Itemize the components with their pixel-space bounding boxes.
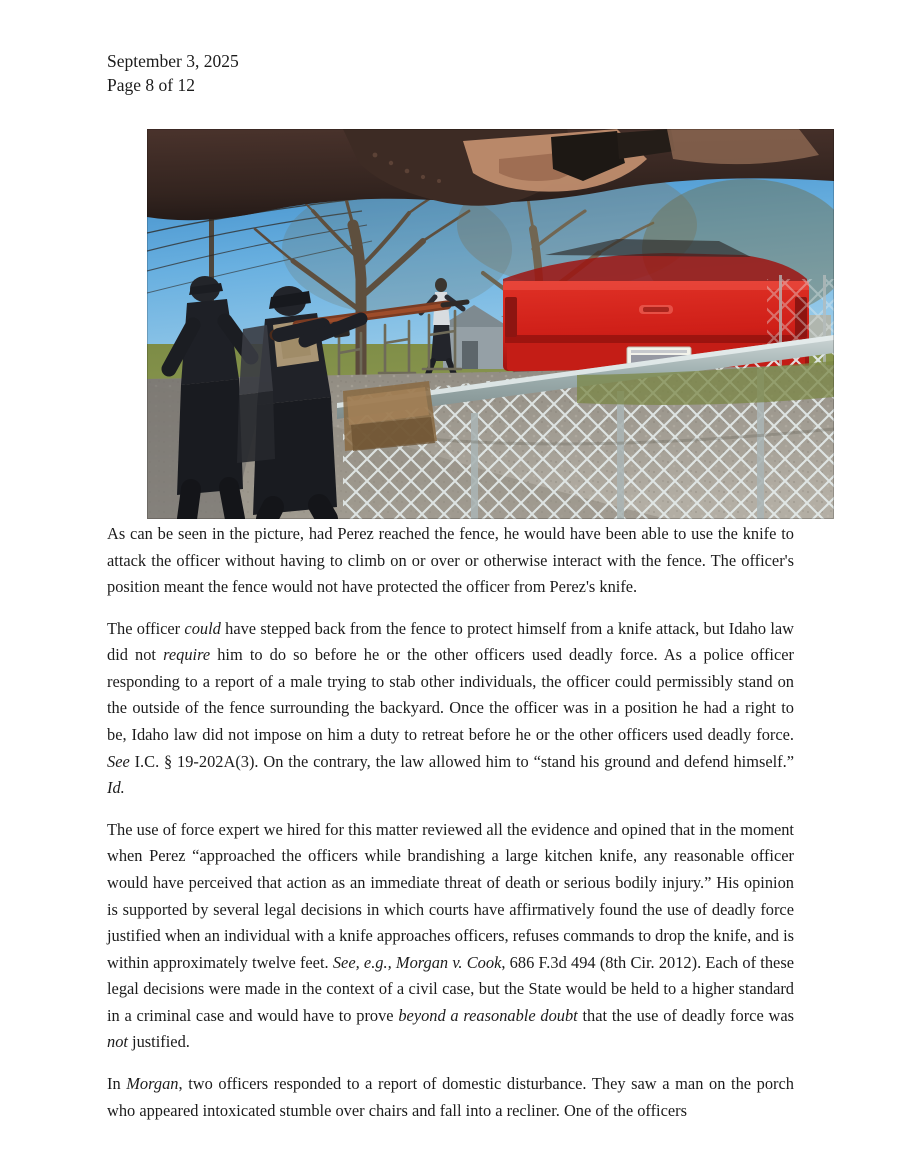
p-use-of-force-expert: The use of force expert we hired for this matter reviewed all the evidence and opined that in the moment when Perez “approached the officers while brandishing a large kitchen knife, any reasonable officer would have perceived that action as an immediate threat of death or serious bodily injury.” His opinion is supported by several legal decisions in which courts have affirmatively found the use of deadly force justified when an individual with a knife approaches officers, refuses commands to drop the knife, and is within approximately twelve feet. See, e.g., Morgan v. Cook, 686 F.3d 494 (8th Cir. 2012). Each of these legal decisions were made in the context of a civil case, but the State would be held to a higher standard in a criminal case and would have to prove beyond a reasonable doubt that the use of deadly force was not justified. (107, 819, 795, 1052)
p-no-duty-retreat: The officer could have stepped back from the fence to protect himself from a knife attack, but Idaho law did not require him to do so before he or the other officers used deadly force. As a police officer responding to a report of a male trying to stab other individuals, the officer could permissibly stand on the outside of the fence surrounding the backyard. Once the officer was in a position he had a right to be, Idaho law did not impose on him a duty to retreat before he or the other officers used deadly force. See I.C. § 19-202A(3). On the contrary, the law allowed him to “stand his ground and defend himself.” Id. (107, 618, 794, 798)
woodpile (343, 381, 437, 451)
italic-run: require (163, 645, 211, 665)
p-morgan-facts: In Morgan, two officers responded to a report of domestic disturbance. They saw a man on the porch who appeared intoxicated stumble over chairs and fall into a recliner. One of the officers (107, 1073, 794, 1120)
bodycam-photograph-graphic (147, 129, 834, 519)
header-page-number: Page 8 of 12 (107, 74, 195, 95)
italic-run: could (184, 618, 221, 638)
italic-run: See, e.g., Morgan v. Cook (332, 952, 502, 972)
italic-run: beyond a reasonable doubt (398, 1005, 578, 1025)
italic-run: Morgan (126, 1073, 179, 1093)
italic-run: not (107, 1032, 128, 1052)
italic-run: Id. (107, 778, 125, 798)
page-header (107, 50, 239, 97)
italic-run: See (107, 751, 130, 771)
body-text (107, 521, 794, 1124)
header-date: September 3, 2025 (107, 51, 239, 71)
bodycam-photograph (147, 129, 834, 519)
p-fence-reach: As can be seen in the picture, had Perez reached the fence, he would have been able to use the knife to attack the officer without having to climb on or over or otherwise interact with the fence. The officer's position meant the fence would not have protected the officer from Perez's knife. (107, 524, 794, 597)
